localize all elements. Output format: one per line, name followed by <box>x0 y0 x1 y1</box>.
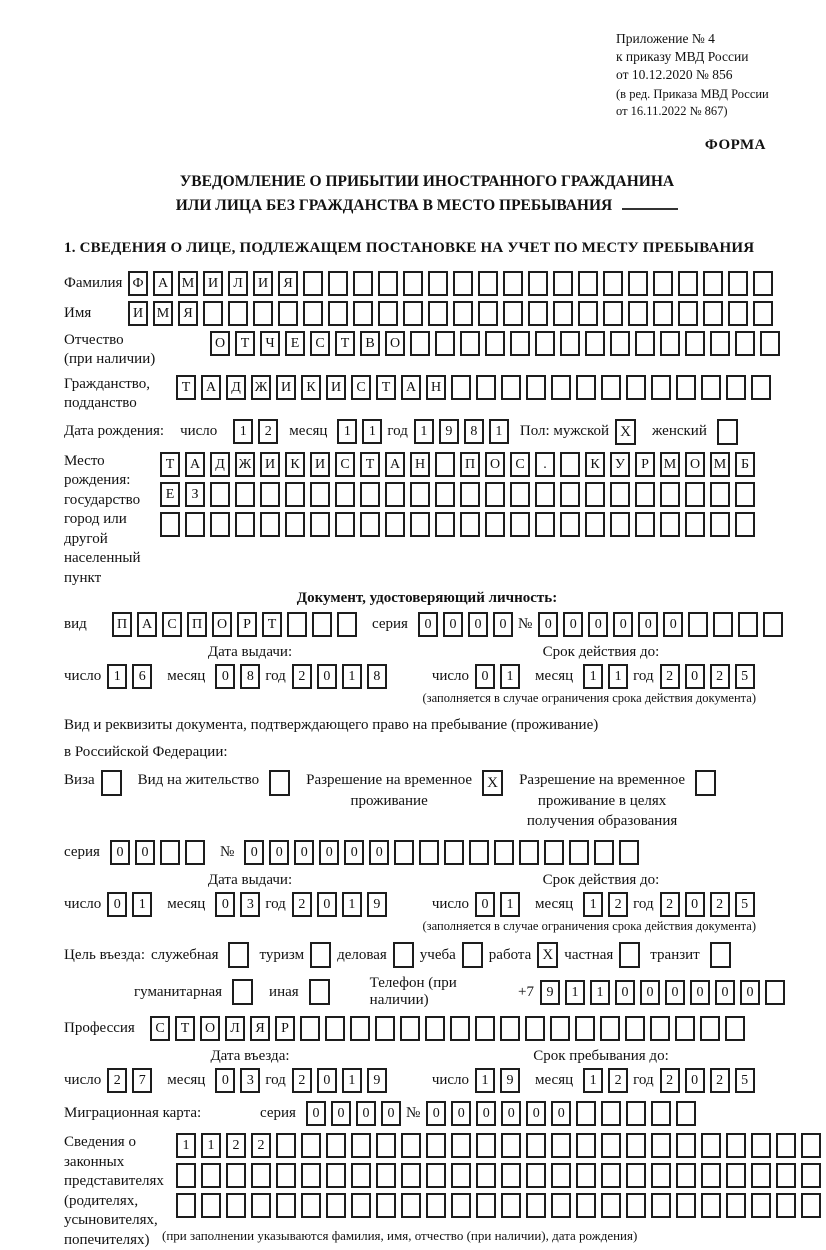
amendment-line: от 16.11.2022 № 867) <box>616 103 728 118</box>
year-label: год <box>265 1072 286 1089</box>
day-label: число <box>431 896 470 913</box>
doc-issue-date-heading: Дата выдачи: <box>207 644 293 661</box>
year-label: год <box>633 1072 654 1089</box>
purpose-study-checkbox[interactable] <box>462 942 483 968</box>
name-label: Имя <box>64 304 92 321</box>
representatives-cells-row1[interactable]: 1 1 2 2 <box>176 1133 826 1158</box>
purpose-private-checkbox[interactable] <box>619 942 640 968</box>
representatives-footnote: (при заполнении указываются фамилия, имя, отчество (при наличии), дата рождения) <box>162 1228 638 1244</box>
birth-year-cells[interactable]: 1 9 8 1 <box>414 419 514 444</box>
validity-footnote: (заполняется в случае ограничения срока действия документа) <box>422 691 756 706</box>
validity-footnote: (заполняется в случае ограничения срока действия документа) <box>422 919 756 934</box>
temp-residence-edu-checkbox[interactable] <box>695 770 716 796</box>
purpose-label: Цель въезда: <box>64 946 145 963</box>
birth-place-cells-row3[interactable] <box>160 512 760 537</box>
temp-residence-checkbox[interactable]: X <box>482 770 503 796</box>
res-exp-day-cells[interactable]: 0 1 <box>475 892 525 917</box>
month-label: месяц <box>535 1072 574 1089</box>
stay-year-cells[interactable]: 2 0 2 5 <box>660 1068 760 1093</box>
res-issue-day-cells[interactable]: 0 1 <box>107 892 157 917</box>
year-label: год <box>387 423 408 440</box>
res-issue-month-cells[interactable]: 0 3 <box>215 892 265 917</box>
entry-day-cells[interactable]: 2 7 <box>107 1068 157 1093</box>
res-number-label: № <box>219 844 235 861</box>
res-exp-month-cells[interactable]: 1 2 <box>583 892 633 917</box>
name-cells[interactable]: И М Я <box>128 301 778 326</box>
identity-doc-heading: Документ, удостоверяющий личность: <box>296 590 558 607</box>
form-title-line2: ИЛИ ЛИЦА БЕЗ ГРАЖДАНСТВА В МЕСТО ПРЕБЫВАНИЯ <box>64 194 790 218</box>
title-blank-underline <box>622 196 678 210</box>
amendment-line: (в ред. Приказа МВД России <box>616 87 769 102</box>
migration-card-label: Миграционная карта: <box>64 1104 202 1121</box>
doc-valid-until-heading: Срок действия до: <box>542 644 660 661</box>
stay-day-cells[interactable]: 1 9 <box>475 1068 525 1093</box>
residence-permit-checkbox[interactable] <box>269 770 290 796</box>
month-label: месяц <box>167 896 206 913</box>
day-label: число <box>64 668 102 685</box>
birth-place-cells-row1[interactable]: Т А Д Ж И К И С Т А Н П О С . К У Р М О М Б <box>160 452 760 477</box>
purpose-work-checkbox[interactable]: X <box>537 942 558 968</box>
residence-doc-line2: в Российской Федерации: <box>64 743 228 760</box>
purpose-work-label: работа <box>488 946 532 963</box>
entry-month-cells[interactable]: 0 3 <box>215 1068 265 1093</box>
surname-label: Фамилия <box>64 274 123 291</box>
purpose-tourism-label: туризм <box>259 946 305 963</box>
phone-prefix: +7 <box>518 983 534 1000</box>
mig-number-cells[interactable]: 0 0 0 0 0 0 <box>426 1101 701 1126</box>
residence-permit-label: Вид на жительство <box>137 772 260 789</box>
doc-number-cells[interactable]: 0 0 0 0 0 0 <box>538 612 788 637</box>
representatives-cells-row2[interactable] <box>176 1163 826 1188</box>
sex-male-label: Пол: мужской <box>519 423 610 440</box>
purpose-business-label: деловая <box>337 946 387 963</box>
res-number-cells[interactable]: 0 0 0 0 0 0 <box>244 840 644 865</box>
doc-series-cells[interactable]: 0 0 0 0 <box>418 612 518 637</box>
temp-residence-edu-label: Разрешение на временное проживание в целях получения образования <box>519 772 686 829</box>
temp-residence-edu-group <box>519 770 716 831</box>
appendix-line: от 10.12.2020 № 856 <box>616 66 733 82</box>
profession-label: Профессия <box>64 1019 135 1036</box>
citizenship-cells[interactable]: Т А Д Ж И К И С Т А Н <box>176 375 776 400</box>
doc-kind-label: вид <box>64 616 87 633</box>
temp-residence-group <box>306 770 503 811</box>
purpose-humanitarian-checkbox[interactable] <box>232 979 253 1005</box>
res-series-label: серия <box>64 844 100 861</box>
month-label: месяц <box>535 896 574 913</box>
birth-day-cells[interactable]: 1 2 <box>233 419 283 444</box>
purpose-official-label: служебная <box>150 946 219 963</box>
res-series-cells[interactable]: 0 0 <box>110 840 210 865</box>
birth-month-cells[interactable]: 1 1 <box>337 419 387 444</box>
purpose-other-checkbox[interactable] <box>309 979 330 1005</box>
month-label: месяц <box>289 423 328 440</box>
sex-male-checkbox[interactable]: X <box>615 419 636 445</box>
appendix-line: Приложение № 4 <box>616 31 715 46</box>
purpose-official-checkbox[interactable] <box>228 942 249 968</box>
purpose-tourism-checkbox[interactable] <box>310 942 331 968</box>
section1-heading: 1. СВЕДЕНИЯ О ЛИЦЕ, ПОДЛЕЖАЩЕМ ПОСТАНОВКЕ НА УЧЕТ ПО МЕСТУ ПРЕБЫВАНИЯ <box>64 239 755 256</box>
doc-number-label: № <box>517 616 533 633</box>
doc-series-label: серия <box>372 616 408 633</box>
appendix-line: к приказу МВД России <box>616 48 749 64</box>
doc-issue-year-cells[interactable]: 2 0 1 8 <box>292 664 392 689</box>
purpose-humanitarian-label: гуманитарная <box>134 983 223 1000</box>
visa-checkbox[interactable] <box>101 770 122 796</box>
purpose-transit-label: транзит <box>650 946 700 963</box>
phone-cells[interactable]: 9 1 1 0 0 0 0 0 0 <box>540 980 790 1005</box>
stay-until-heading: Срок пребывания до: <box>533 1048 669 1065</box>
surname-cells[interactable]: Ф А М И Л И Я <box>128 271 778 296</box>
patronymic-label: Отчество (при наличии) <box>64 331 156 368</box>
sex-female-checkbox[interactable] <box>717 419 738 445</box>
doc-exp-day-cells[interactable]: 0 1 <box>475 664 525 689</box>
appendix-block <box>616 30 790 119</box>
purpose-other-label: иная <box>269 983 299 1000</box>
representatives-label: Сведения о законных представителях (родителях, усыновителях, попечителях) <box>64 1134 164 1248</box>
purpose-private-label: частная <box>564 946 614 963</box>
birth-date-label: Дата рождения: <box>64 423 165 440</box>
res-issue-year-cells[interactable]: 2 0 1 9 <box>292 892 392 917</box>
res-exp-year-cells[interactable]: 2 0 2 5 <box>660 892 760 917</box>
temp-residence-label: Разрешение на временное проживание <box>306 772 473 809</box>
citizenship-label: Гражданство, подданство <box>64 375 151 412</box>
res-valid-until-heading: Срок действия до: <box>542 872 660 889</box>
day-label: число <box>64 896 102 913</box>
form-title <box>64 170 790 218</box>
day-label: число <box>180 423 218 440</box>
purpose-study-label: учеба <box>419 946 456 963</box>
patronymic-cells[interactable]: О Т Ч Е С Т В О <box>210 331 785 356</box>
purpose-business-checkbox[interactable] <box>393 942 414 968</box>
mig-series-cells[interactable]: 0 0 0 0 <box>306 1101 406 1126</box>
year-label: год <box>633 668 654 685</box>
purpose-transit-checkbox[interactable] <box>710 942 731 968</box>
doc-issue-month-cells[interactable]: 0 8 <box>215 664 265 689</box>
doc-exp-year-cells[interactable]: 2 0 2 5 <box>660 664 760 689</box>
representatives-cells-row3[interactable] <box>176 1193 826 1218</box>
doc-exp-month-cells[interactable]: 1 1 <box>583 664 633 689</box>
entry-year-cells[interactable]: 2 0 1 9 <box>292 1068 392 1093</box>
day-label: число <box>64 1072 102 1089</box>
day-label: число <box>431 1072 470 1089</box>
visa-label: Виза <box>64 772 95 789</box>
year-label: год <box>265 896 286 913</box>
stay-month-cells[interactable]: 1 2 <box>583 1068 633 1093</box>
year-label: год <box>265 668 286 685</box>
month-label: месяц <box>167 1072 206 1089</box>
entry-date-heading: Дата въезда: <box>210 1048 290 1065</box>
mig-number-label: № <box>405 1105 421 1122</box>
birth-place-cells-row2[interactable]: Е З <box>160 482 760 507</box>
doc-kind-cells[interactable]: П А С П О Р Т <box>112 612 362 637</box>
phone-label: Телефон (при наличии) <box>369 975 457 1009</box>
form-title-line1: УВЕДОМЛЕНИЕ О ПРИБЫТИИ ИНОСТРАННОГО ГРАЖДАНИНА <box>179 172 675 190</box>
visa-group <box>64 770 122 796</box>
sex-female-label: женский <box>652 423 707 440</box>
month-label: месяц <box>535 668 574 685</box>
forma-label: ФОРМА <box>704 136 766 153</box>
day-label: число <box>431 668 470 685</box>
residence-doc-line1: Вид и реквизиты документа, подтверждающего право на пребывание (проживание) <box>64 717 599 734</box>
residence-permit-group <box>138 770 290 796</box>
birth-place-label: Место рождения: государство город или другой населенный пункт <box>64 452 141 586</box>
patronymic-note: (при наличии) <box>64 351 156 368</box>
year-label: год <box>633 896 654 913</box>
month-label: месяц <box>167 668 206 685</box>
mig-series-label: серия <box>260 1105 296 1122</box>
doc-issue-day-cells[interactable]: 1 6 <box>107 664 157 689</box>
profession-cells[interactable]: С Т О Л Я Р <box>150 1016 750 1041</box>
res-issue-date-heading: Дата выдачи: <box>207 872 293 889</box>
